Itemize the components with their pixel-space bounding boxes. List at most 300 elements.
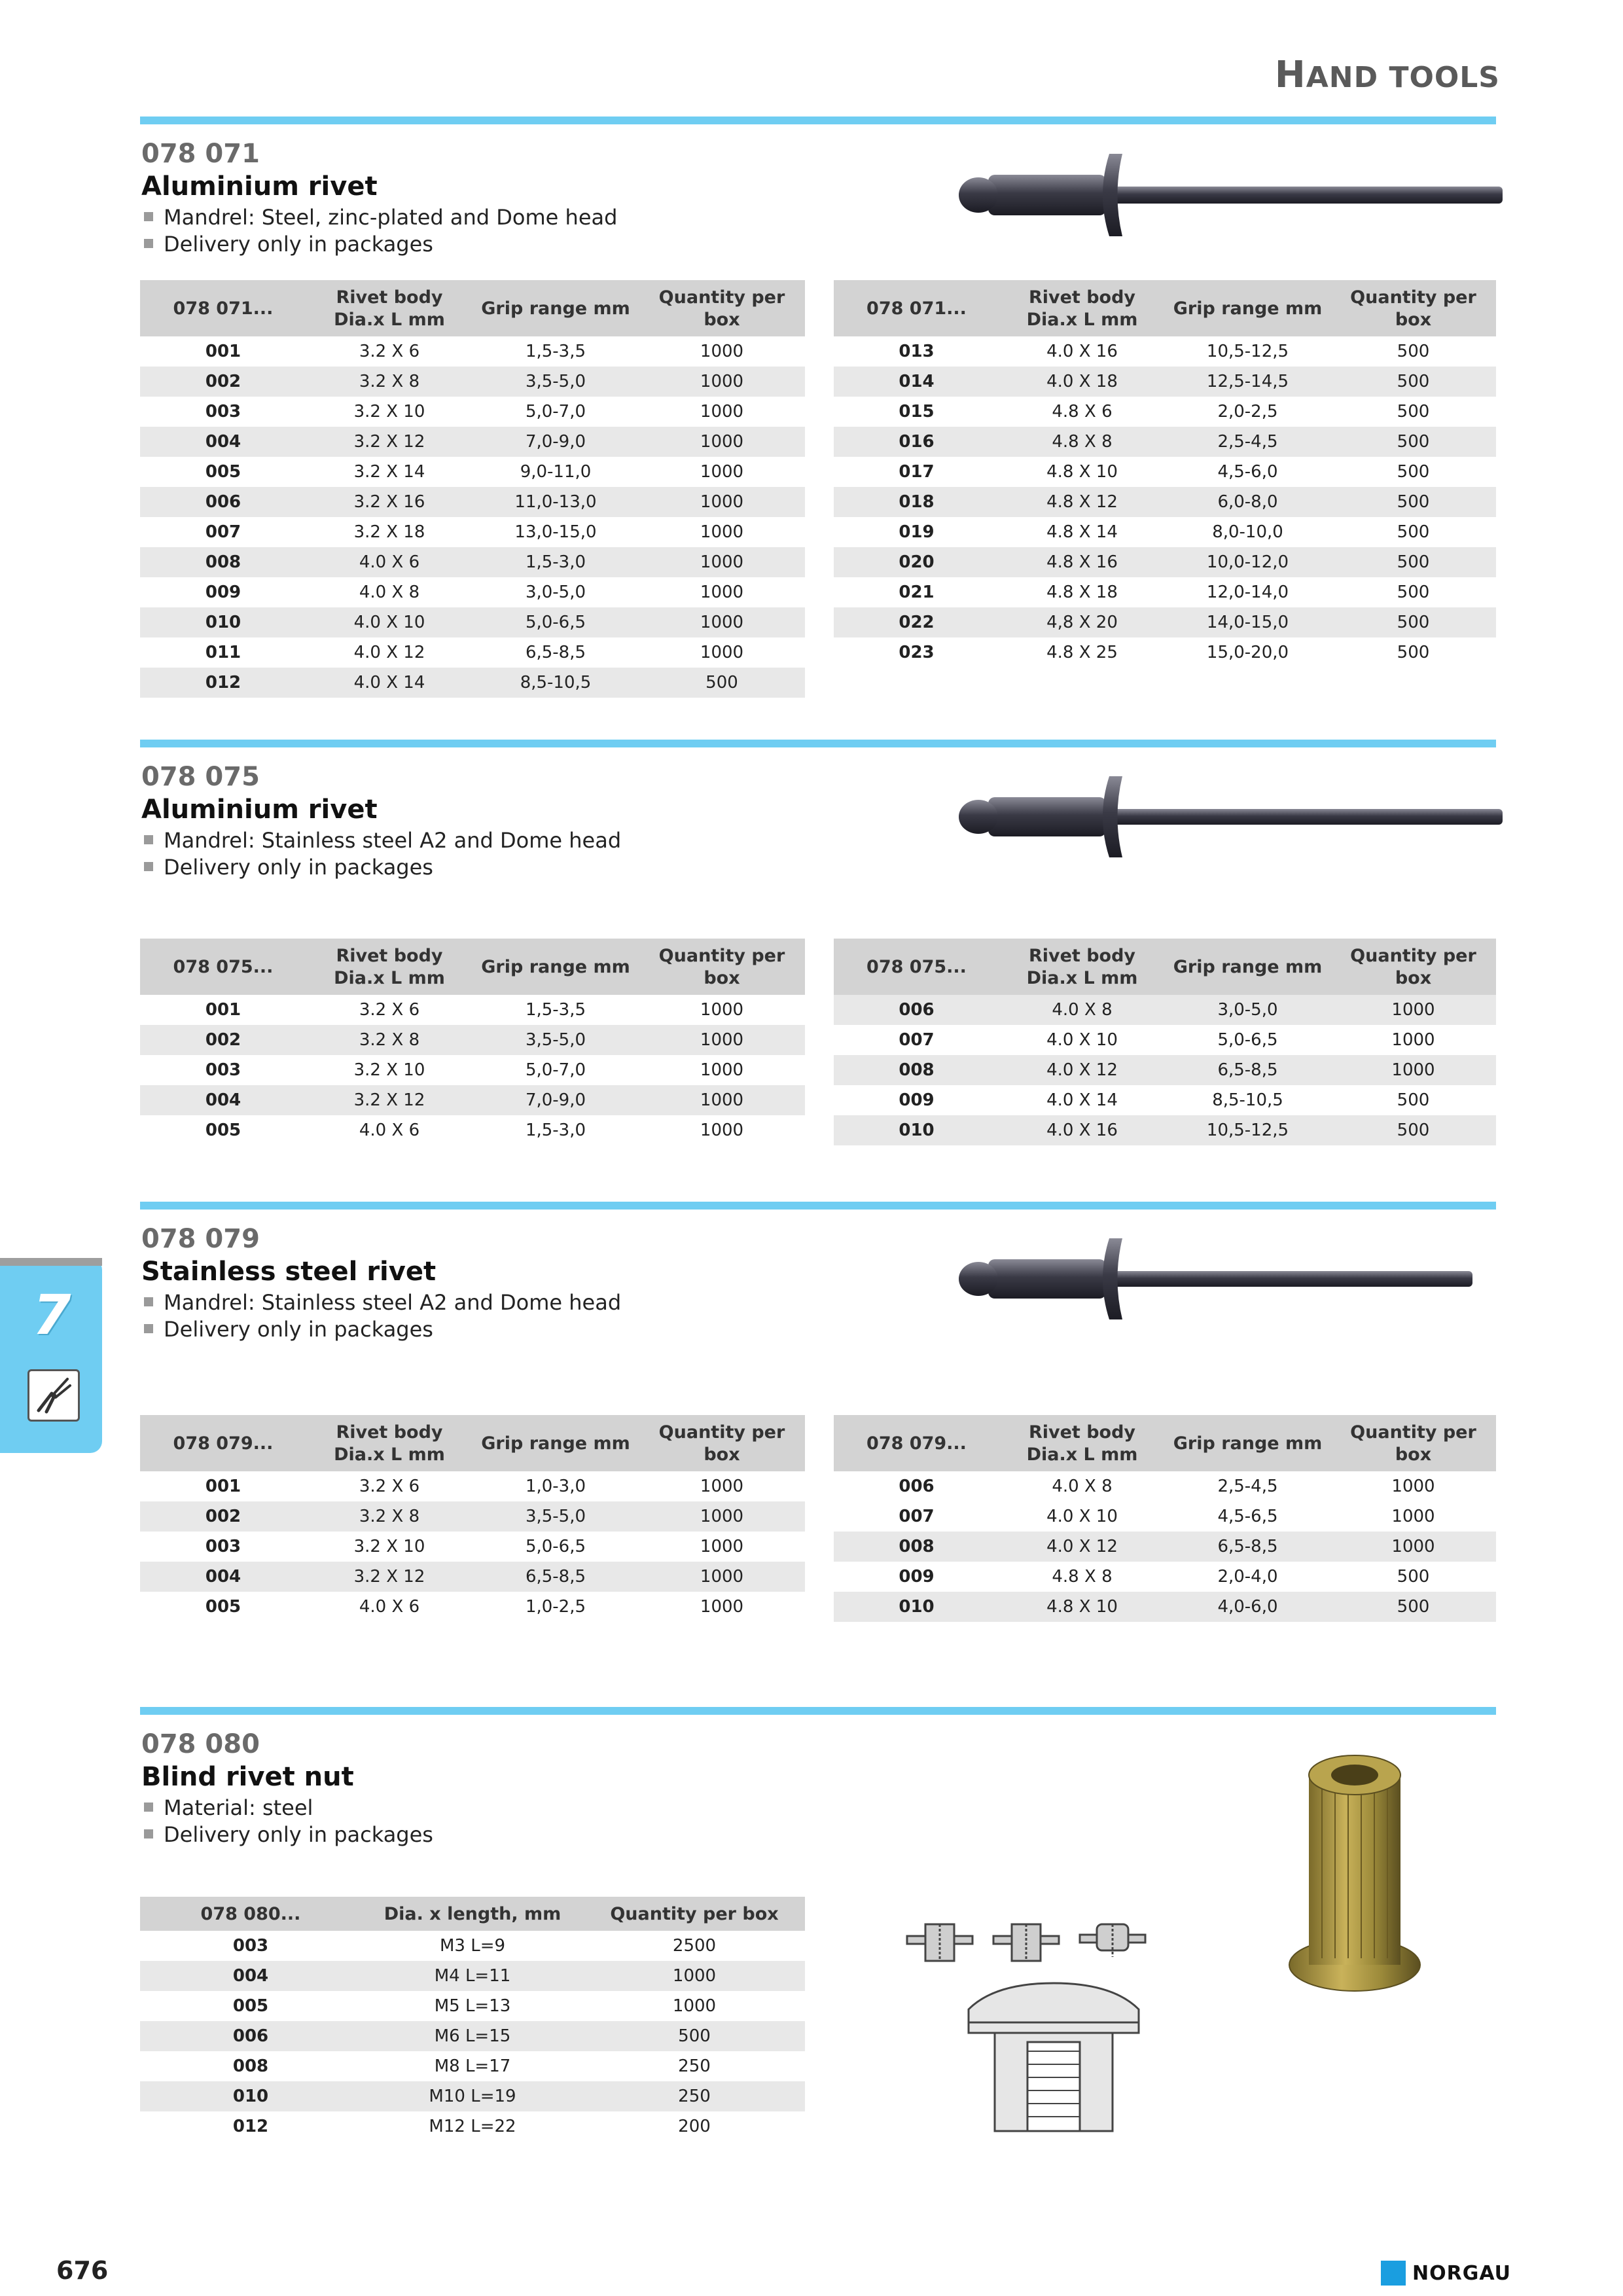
table-cell: 8,5-10,5 [473,668,639,698]
table-row [140,607,805,637]
column-header: Rivet body Dia.x L mm [306,1415,473,1471]
feature-list [143,1795,433,1848]
table-cell: 7,0-9,0 [473,427,639,457]
table-cell: 250 [678,2056,711,2076]
table-cell: 1000 [700,342,744,361]
table-cell: 013 [899,342,935,361]
table-cell: 4,8 X 20 [999,607,1165,637]
table-cell: 500 [1397,643,1430,662]
table-cell: 1000 [700,1000,744,1020]
table-row [834,336,1496,367]
table-cell: 4,0-6,0 [1165,1592,1330,1622]
table-cell: 1,0-3,0 [525,1477,586,1496]
rivet-table-right [834,1415,1496,1622]
table-cell: 006 [140,487,306,517]
table-cell: 3.2 X 6 [359,1477,420,1496]
table-cell: 010 [834,1115,999,1145]
column-header: 078 079... [140,1415,306,1471]
table-cell: 1000 [1391,1030,1435,1050]
table-cell: 3.2 X 18 [353,522,425,542]
table-cell: 2,0-2,5 [1217,402,1278,422]
table-cell: 4.0 X 6 [306,547,473,577]
table-cell: 3,0-5,0 [525,583,586,602]
table-cell: 3.2 X 8 [306,1501,473,1532]
table-cell: 009 [899,1090,935,1110]
table-cell: 004 [140,427,306,457]
table-cell: 1000 [700,1121,744,1140]
feature-item: Mandrel: Stainless steel A2 and Dome head [143,1289,621,1316]
table-cell: 1000 [639,1085,805,1115]
table-cell: 13,0-15,0 [514,522,597,542]
table-cell: 007 [205,522,241,542]
table-cell: 3.2 X 8 [306,1025,473,1055]
table-cell: 006 [834,995,999,1025]
table-cell: M10 L=19 [361,2081,584,2111]
column-header: Rivet body Dia.x L mm [999,939,1165,995]
table-cell: 2500 [672,1936,717,1956]
table-cell: 500 [1330,427,1496,457]
table-cell: 3.2 X 10 [353,1537,425,1556]
table-cell: 3.2 X 6 [359,1000,420,1020]
table-row [834,517,1496,547]
rivet-nut-drawing [897,1911,1237,2147]
column-header: 078 079... [834,1415,999,1471]
rivet-table-left [140,939,805,1145]
table-cell: 500 [639,668,805,698]
table-cell: 1000 [700,643,744,662]
table-cell: 3.2 X 8 [306,367,473,397]
table-cell: 4.0 X 6 [359,1597,420,1617]
feature-item: Delivery only in packages [143,1821,433,1848]
table-cell: 5,0-7,0 [525,1060,586,1080]
table-cell: 017 [899,462,935,482]
table-cell: 001 [205,1000,241,1020]
table-cell: 10,5-12,5 [1165,1115,1330,1145]
table-cell: 500 [1330,487,1496,517]
rivet-image [942,771,1505,863]
table-cell: 4.8 X 8 [1052,1567,1113,1587]
table-cell: 3.2 X 16 [306,487,473,517]
table-cell: 2,5-4,5 [1217,1477,1278,1496]
table-cell: 1000 [639,547,805,577]
pliers-icon [27,1369,80,1422]
table-cell: 3,5-5,0 [473,1025,639,1055]
table-cell: 008 [834,1532,999,1562]
column-header: Rivet body Dia.x L mm [306,280,473,336]
table-cell: 10,5-12,5 [1206,342,1289,361]
column-header: Grip range mm [1165,939,1330,995]
table-cell: 6,5-8,5 [1165,1532,1330,1562]
column-header: Grip range mm [1165,280,1330,336]
rivet-table-right [834,939,1496,1145]
table-cell: 500 [1330,607,1496,637]
table-row [834,1562,1496,1592]
table-cell: 1000 [639,1025,805,1055]
table-row [140,1961,805,1991]
table-cell: 002 [140,1025,306,1055]
table-cell: 4,5-6,0 [1217,462,1278,482]
table-row [140,2081,805,2111]
table-row [140,2051,805,2081]
table-cell: 003 [232,1936,269,1956]
table-row [140,2111,805,2142]
table-cell: 006 [899,1477,935,1496]
table-cell: 500 [1330,547,1496,577]
table-row [834,367,1496,397]
table-cell: 003 [205,402,241,422]
rivet-nut-photo [1283,1742,1427,2004]
table-cell: 200 [678,2117,711,2136]
table-cell: 002 [140,1501,306,1532]
table-cell: M4 L=11 [361,1961,584,1991]
section-code: 078 079 [141,1224,260,1254]
table-cell: 4.0 X 16 [999,1115,1165,1145]
table-cell: 1,0-2,5 [525,1597,586,1617]
table-cell: 14,0-15,0 [1165,607,1330,637]
table-cell: 015 [899,402,935,422]
table-cell: 4.8 X 14 [1046,522,1118,542]
table-cell: 4.0 X 6 [359,1121,420,1140]
table-row [834,547,1496,577]
table-cell: 1000 [639,487,805,517]
table-row [834,1471,1496,1501]
feature-list [143,1289,621,1343]
table-cell: 4.8 X 8 [999,427,1165,457]
table-cell: 009 [899,1567,935,1587]
table-cell: 3.2 X 10 [353,402,425,422]
table-row [140,668,805,698]
rivet-table-left [140,280,805,698]
table-row [834,995,1496,1025]
table-cell: 500 [1397,1090,1430,1110]
table-row [140,427,805,457]
table-cell: 004 [140,1961,361,1991]
table-row [140,1991,805,2021]
column-header: Quantity per box [584,1897,805,1931]
feature-item: Delivery only in packages [143,854,621,881]
table-cell: 10,0-12,0 [1165,547,1330,577]
rivet-table-left [140,1415,805,1622]
table-cell: 1,5-3,5 [525,342,586,361]
table-cell: 3.2 X 12 [306,1562,473,1592]
column-header: Quantity per box [639,1415,805,1471]
table-cell: 003 [205,1537,241,1556]
table-cell: 4.0 X 8 [1052,1477,1113,1496]
table-row [140,547,805,577]
table-cell: 005 [205,462,241,482]
table-cell: 1000 [700,1060,744,1080]
table-cell: 1000 [1330,995,1496,1025]
table-cell: 6,5-8,5 [525,643,586,662]
table-cell: M12 L=22 [429,2117,516,2136]
table-cell: 4.8 X 10 [1046,462,1118,482]
table-cell: 250 [584,2081,805,2111]
table-row [140,336,805,367]
table-cell: 007 [899,1030,935,1050]
section-divider [140,1202,1496,1210]
table-cell: 016 [834,427,999,457]
table-row [834,637,1496,668]
table-cell: 1000 [639,1562,805,1592]
page-section-title: HAND TOOLS [1274,54,1500,96]
section-divider [140,1707,1496,1715]
table-cell: 500 [1330,367,1496,397]
table-cell: 6,5-8,5 [473,1562,639,1592]
table-cell: 4.0 X 10 [306,607,473,637]
table-cell: 1000 [672,1996,717,2016]
table-row [834,397,1496,427]
column-header: Quantity per box [639,939,805,995]
table-cell: 4.0 X 10 [1046,1030,1118,1050]
table-cell: 2,5-4,5 [1165,427,1330,457]
table-row [834,577,1496,607]
column-header: Dia. x length, mm [361,1897,584,1931]
table-cell: M5 L=13 [434,1996,511,2016]
table-cell: 4.8 X 12 [999,487,1165,517]
table-cell: 4.0 X 18 [999,367,1165,397]
table-cell: 005 [232,1996,269,2016]
chapter-number: 7 [33,1283,71,1347]
table-cell: 001 [205,1477,241,1496]
table-cell: 022 [834,607,999,637]
section-code: 078 075 [141,762,260,792]
column-header: Grip range mm [473,939,639,995]
table-cell: 1000 [639,1501,805,1532]
section-title: Stainless steel rivet [141,1257,437,1287]
column-header: Grip range mm [1165,1415,1330,1471]
brand-square-icon [1381,2261,1406,2286]
table-cell: 004 [140,1562,306,1592]
table-cell: 1000 [700,462,744,482]
table-cell: 001 [205,342,241,361]
table-cell: 014 [834,367,999,397]
table-cell: 1000 [1391,1507,1435,1526]
table-cell: 500 [1330,1592,1496,1622]
table-row [834,1055,1496,1085]
table-cell: 019 [899,522,935,542]
table-row [834,607,1496,637]
table-row [140,1085,805,1115]
table-cell: 500 [1330,1115,1496,1145]
table-cell: 006 [140,2021,361,2051]
table-cell: 500 [1397,583,1430,602]
column-header: Grip range mm [473,1415,639,1471]
table-cell: 500 [584,2021,805,2051]
table-cell: 003 [205,1060,241,1080]
table-row [140,1931,805,1961]
section-code: 078 071 [141,139,260,169]
table-cell: 3.2 X 12 [306,1085,473,1115]
table-cell: 007 [899,1507,935,1526]
table-row [834,1025,1496,1055]
table-cell: 6,5-8,5 [1165,1055,1330,1085]
table-cell: M8 L=17 [434,2056,511,2076]
column-header: 078 080... [140,1897,361,1931]
table-row [140,487,805,517]
table-cell: 1,5-3,0 [525,1121,586,1140]
table-cell: 1000 [1391,1477,1435,1496]
section-title: Aluminium rivet [141,171,378,202]
feature-item: Delivery only in packages [143,1316,621,1343]
table-cell: 4.0 X 14 [306,668,473,698]
table-cell: 1000 [700,1477,744,1496]
table-row [834,487,1496,517]
table-cell: 8,0-10,0 [1212,522,1283,542]
brand-name: NORGAU [1412,2262,1511,2285]
table-cell: 500 [1397,522,1430,542]
table-row [834,1115,1496,1145]
table-cell: 008 [140,547,306,577]
table-cell: 005 [205,1597,241,1617]
column-header: Quantity per box [1330,1415,1496,1471]
table-row [140,995,805,1025]
table-cell: M3 L=9 [439,1936,506,1956]
table-cell: 4,5-6,5 [1217,1507,1278,1526]
table-cell: 1,5-3,5 [525,1000,586,1020]
table-cell: 4.0 X 12 [353,643,425,662]
table-cell: 6,0-8,0 [1165,487,1330,517]
table-row [140,457,805,487]
table-cell: 7,0-9,0 [473,1085,639,1115]
table-cell: 4.8 X 25 [1046,643,1118,662]
table-cell: 3.2 X 12 [306,427,473,457]
table-cell: 1000 [1330,1532,1496,1562]
column-header: Quantity per box [639,280,805,336]
table-cell: 500 [1397,342,1430,361]
table-cell: 1,5-3,0 [473,547,639,577]
table-cell: 3.2 X 10 [353,1060,425,1080]
table-cell: 4.8 X 16 [999,547,1165,577]
table-cell: 4.0 X 8 [359,583,420,602]
table-cell: 012 [140,668,306,698]
table-cell: 3.2 X 6 [359,342,420,361]
table-cell: 5,0-7,0 [525,402,586,422]
page-number: 676 [56,2256,109,2285]
column-header: Rivet body Dia.x L mm [999,280,1165,336]
table-row [140,2021,805,2051]
table-cell: 1000 [700,1537,744,1556]
table-cell: 1000 [700,522,744,542]
column-header: Grip range mm [473,280,639,336]
table-cell: 008 [834,1055,999,1085]
table-row [140,1471,805,1501]
section-title: Aluminium rivet [141,795,378,825]
table-cell: 5,0-6,5 [1217,1030,1278,1050]
table-cell: 5,0-6,5 [525,1537,586,1556]
table-cell: 1000 [639,427,805,457]
table-row [834,1532,1496,1562]
table-cell: 023 [899,643,935,662]
column-header: Quantity per box [1330,939,1496,995]
table-cell: 4.0 X 12 [999,1055,1165,1085]
table-cell: 012 [232,2117,269,2136]
table-row [834,427,1496,457]
table-cell: 4.8 X 6 [1052,402,1113,422]
table-row [140,1592,805,1622]
table-cell: 018 [834,487,999,517]
table-row [140,1562,805,1592]
table-cell: 1000 [700,583,744,602]
table-cell: 020 [834,547,999,577]
table-cell: 010 [834,1592,999,1622]
table-row [834,1085,1496,1115]
feature-item: Mandrel: Stainless steel A2 and Dome head [143,827,621,854]
table-row [140,637,805,668]
section-title: Blind rivet nut [141,1762,354,1792]
table-cell: 3.2 X 14 [353,462,425,482]
feature-list [143,204,617,258]
feature-item: Material: steel [143,1795,433,1821]
table-cell: 9,0-11,0 [520,462,592,482]
column-header: 078 071... [140,280,306,336]
table-cell: 021 [899,583,935,602]
table-cell: 3,5-5,0 [473,367,639,397]
feature-item: Mandrel: Steel, zinc-plated and Dome head [143,204,617,231]
table-cell: 1000 [639,607,805,637]
table-row [140,1115,805,1145]
table-cell: 11,0-13,0 [473,487,639,517]
table-cell: 12,5-14,5 [1165,367,1330,397]
table-row [140,1025,805,1055]
column-header: 078 075... [834,939,999,995]
table-cell: 1000 [700,1597,744,1617]
table-cell: 1000 [1330,1055,1496,1085]
table-cell: 002 [140,367,306,397]
section-divider [140,117,1496,124]
table-cell: 1000 [639,367,805,397]
table-cell: 1000 [700,402,744,422]
table-row [140,397,805,427]
column-header: Rivet body Dia.x L mm [999,1415,1165,1471]
table-row [140,577,805,607]
rivet-nut-table [140,1897,805,2142]
feature-list [143,827,621,881]
column-header: 078 075... [140,939,306,995]
table-row [140,367,805,397]
rivet-table-right [834,280,1496,668]
table-cell: 011 [205,643,241,662]
table-row [140,1501,805,1532]
table-cell: 4.0 X 14 [1046,1090,1118,1110]
table-row [834,457,1496,487]
table-cell: 004 [140,1085,306,1115]
chapter-tab-border [0,1258,102,1266]
table-cell: 4.0 X 10 [1046,1507,1118,1526]
table-row [140,517,805,547]
rivet-image [942,147,1505,239]
table-cell: 010 [140,2081,361,2111]
rivet-image [942,1233,1505,1325]
table-cell: 2,0-4,0 [1217,1567,1278,1587]
table-cell: 500 [1397,402,1430,422]
table-cell: 500 [1397,1567,1430,1587]
section-code: 078 080 [141,1729,260,1759]
table-cell: 12,0-14,0 [1206,583,1289,602]
table-row [140,1055,805,1085]
table-cell: 3,0-5,0 [1165,995,1330,1025]
table-cell: 010 [140,607,306,637]
table-cell: 1000 [584,1961,805,1991]
table-cell: 500 [1397,462,1430,482]
table-row [140,1532,805,1562]
table-cell: 4.0 X 8 [999,995,1165,1025]
feature-item: Delivery only in packages [143,231,617,258]
table-cell: 3,5-5,0 [473,1501,639,1532]
table-cell: 4.8 X 10 [999,1592,1165,1622]
table-cell: 4.8 X 18 [1046,583,1118,602]
table-cell: 005 [205,1121,241,1140]
table-cell: 4.0 X 12 [999,1532,1165,1562]
